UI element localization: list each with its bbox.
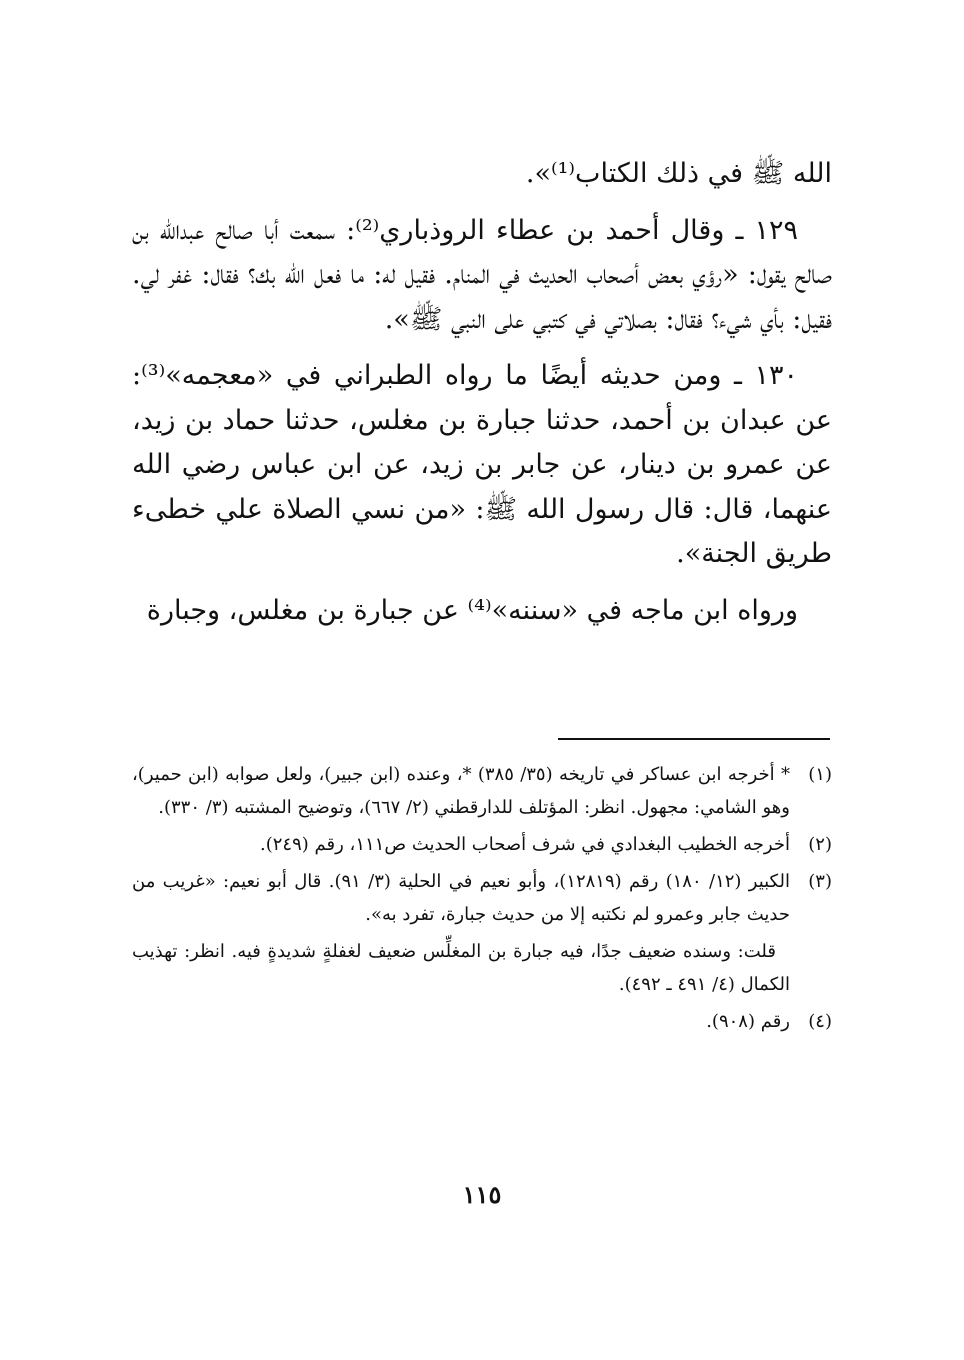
footnote-4 <box>132 1005 832 1038</box>
footnote-separator <box>558 738 830 740</box>
paragraph-closing-quote: الله ﷺ في ذلك الكتاب⁽¹⁾». <box>525 158 832 189</box>
footnote-text: الكبير (١٢/ ١٨٠) رقم (١٢٨١٩)، وأبو نعيم في الحلية (٣/ ٩١). قال أبو نعيم: «غريب من حديث جابر وعمرو لم نكتبه إلا من حديث جبارة، تفرد به». <box>132 871 790 925</box>
footnote-3 <box>132 865 832 931</box>
footnotes <box>132 758 832 1042</box>
footnote-number: (١) <box>808 764 832 785</box>
footnote-text: * أخرجه ابن عساكر في تاريخه (٣٥/ ٣٨٥) *، وعنده (ابن جبير)، ولعل صوابه (ابن حمير)، وهو الشامي: مجهول. انظر: المؤتلف للدارقطني (٢/ ٦٦٧)، وتوضيح المشتبه (٣/ ٣٣٠). <box>132 764 790 818</box>
footnote-number: (٣) <box>808 871 832 892</box>
footnote-3-continuation: قلت: وسنده ضعيف جدًا، فيه جبارة بن المغلِّس ضعيف لغفلةٍ شديدةٍ فيه. انظر: تهذيب الكمال (٤/ ٤٩١ ـ ٤٩٢). <box>132 941 790 995</box>
page-number: ١١٥ <box>462 1180 502 1209</box>
footnote-text: أخرجه الخطيب البغدادي في شرف أصحاب الحديث ص١١١، رقم (٢٤٩). <box>260 834 790 855</box>
footnote-number: (٢) <box>808 834 832 855</box>
footnote-number: (٤) <box>808 1011 832 1032</box>
footnote-text: رقم (٩٠٨). <box>706 1011 790 1032</box>
main-text <box>132 152 832 645</box>
paragraph-129: ١٢٩ ـ وقال أحمد بن عطاء الروذباري⁽²⁾: سمعت أبا صالح عبدالله بن صالح يقول: «رؤي بعض أصحاب الحديث في المنام. فقيل له: ما فعل الله بك؟ فقال: غفر لي. فقيل: بأي شيء؟ فقال: بصلاتي في كتبي على النبي ﷺ». <box>132 214 832 335</box>
paragraph-130: ١٣٠ ـ ومن حديثه أيضًا ما رواه الطبراني في «معجمه»⁽³⁾: عن عبدان بن أحمد، حدثنا جبارة بن مغلس، حدثنا حماد بن زيد، عن عمرو بن دينار، عن جابر بن زيد، عن ابن عباس رضي الله عنهما، قال: قال رسول الله ﷺ: «من نسي الصلاة علي خطىء طريق الجنة». <box>132 360 832 569</box>
paragraph-ibn-majah: ورواه ابن ماجه في «سننه»⁽⁴⁾ عن جبارة بن مغلس، وجبارة <box>146 594 798 626</box>
footnote-2 <box>132 828 832 861</box>
footnote-1 <box>132 758 832 824</box>
